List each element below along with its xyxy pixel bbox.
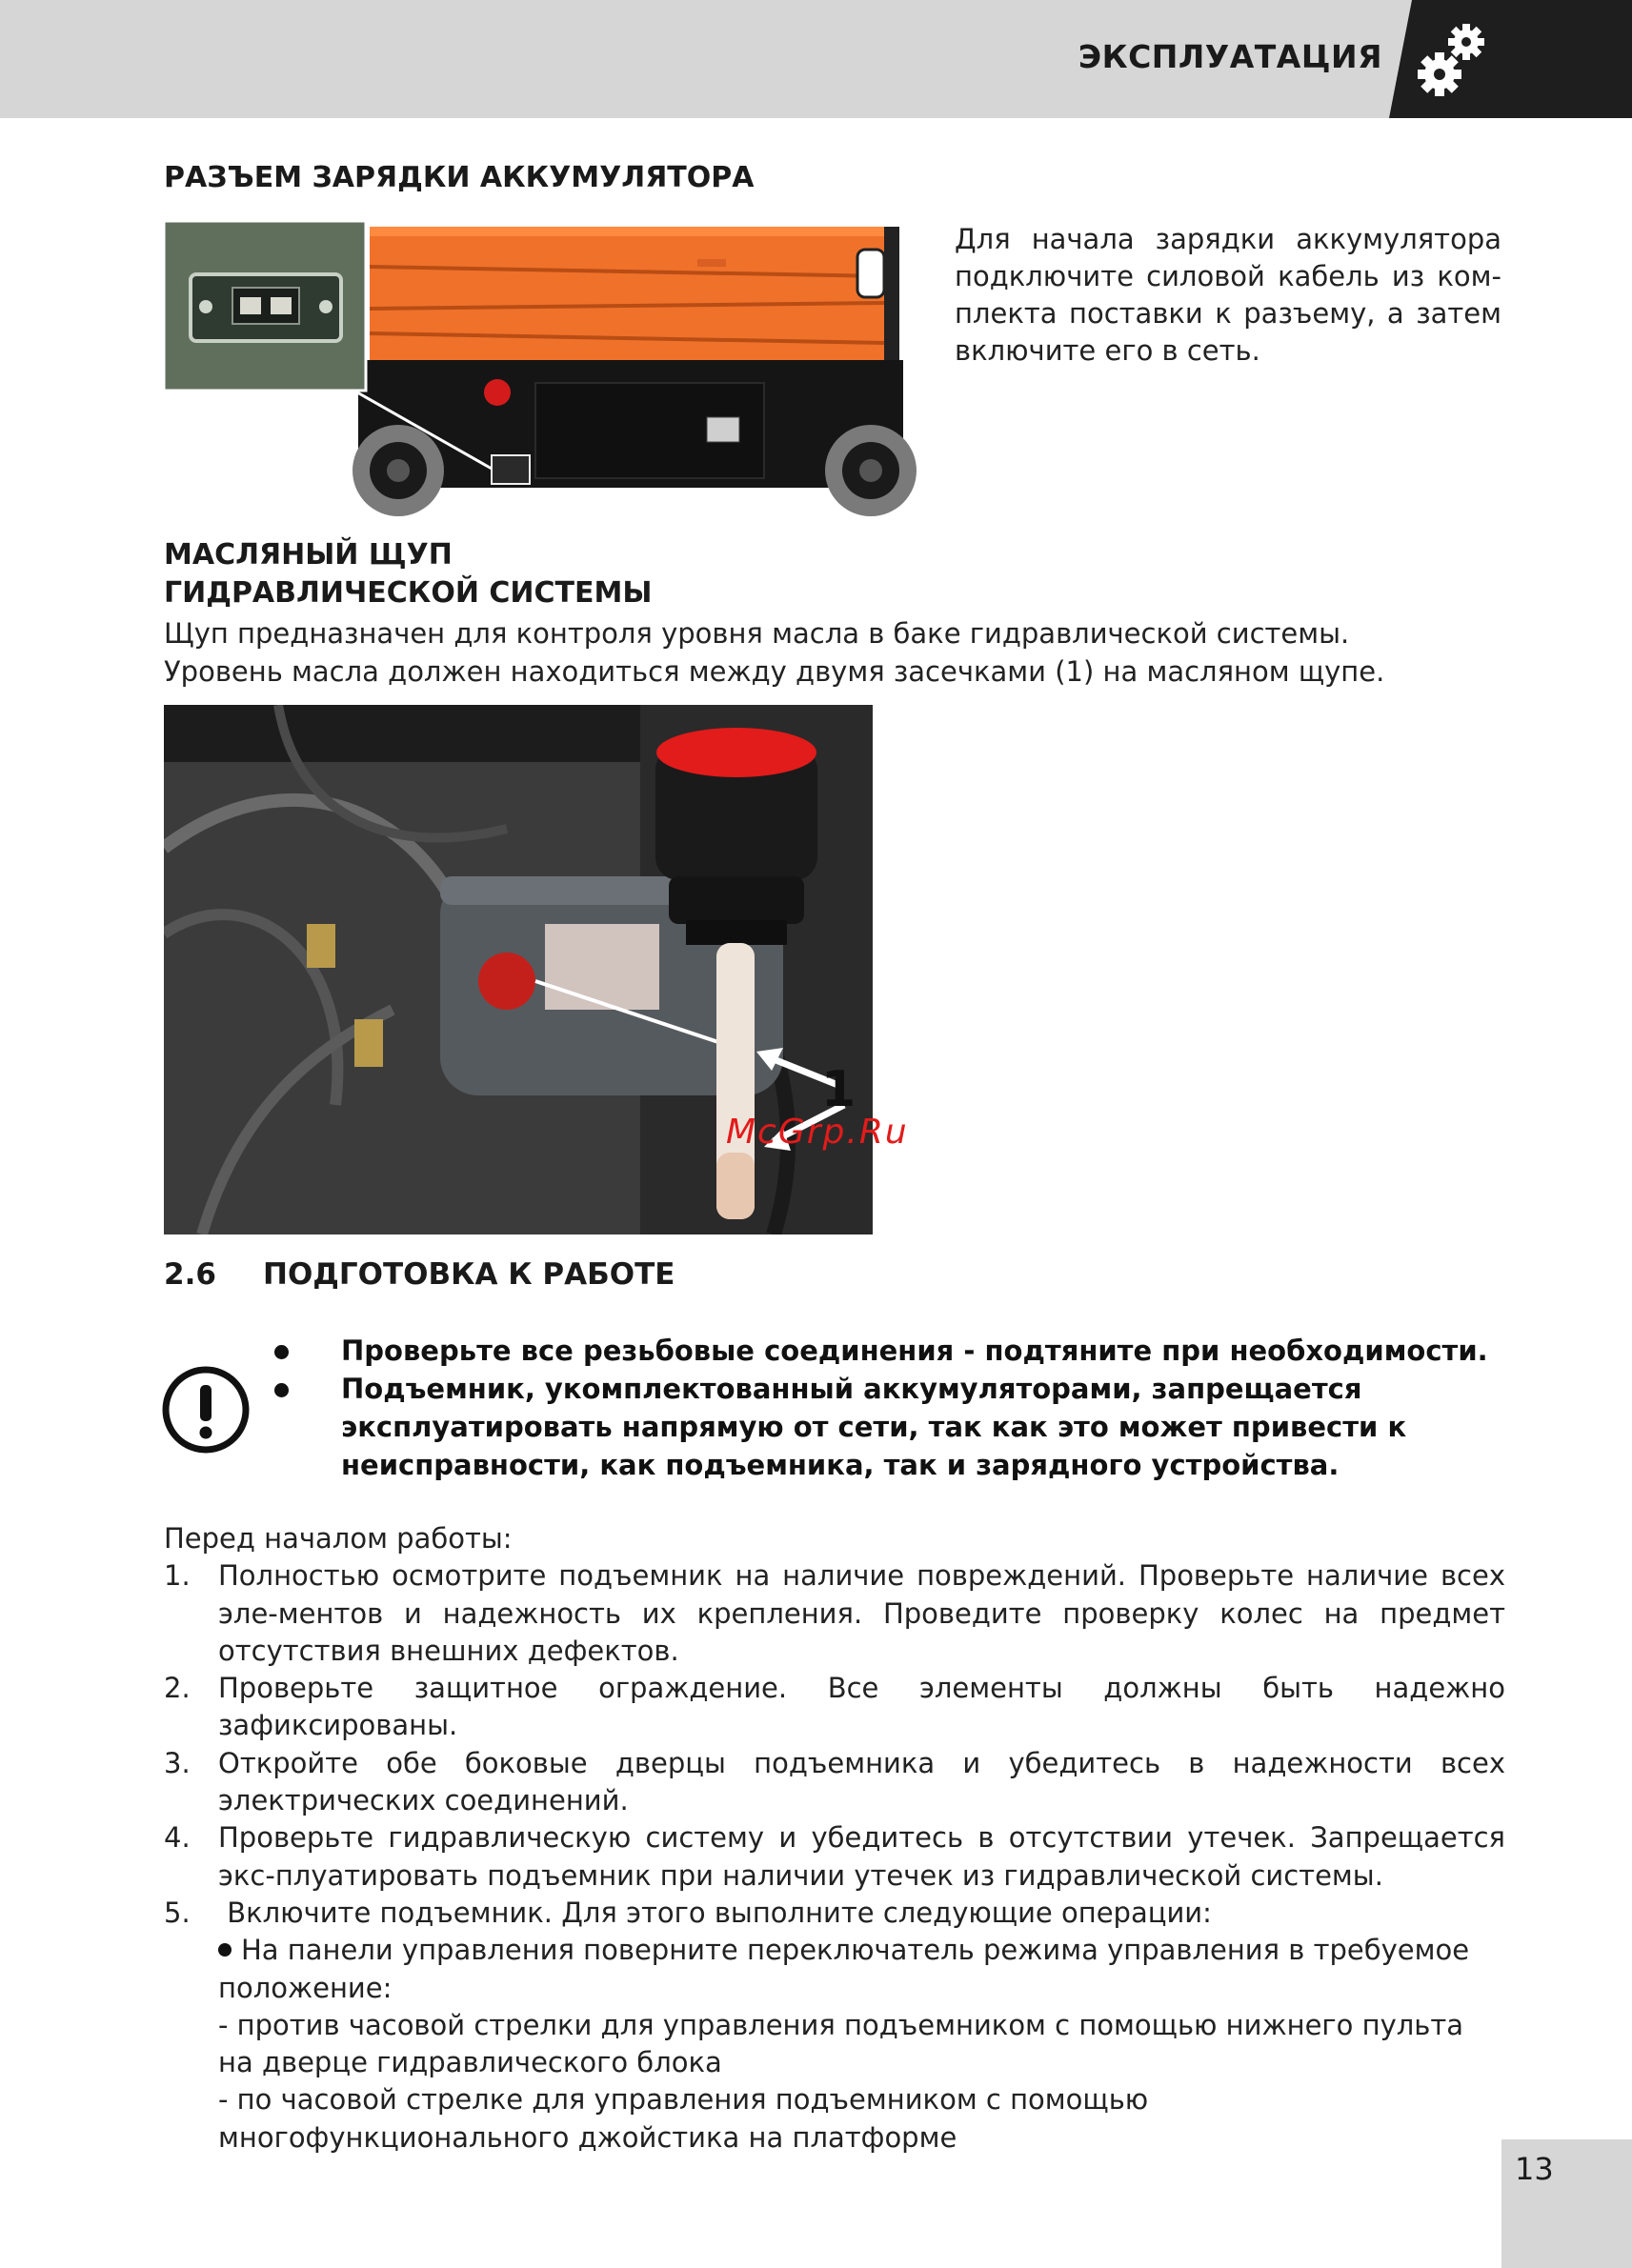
dipstick-line-1: Щуп предназначен для контроля уровня масла в баке гидравлической системы. xyxy=(164,617,1350,650)
header-band xyxy=(0,0,1632,118)
dash-item-cw: - по часовой стрелке для управления подъемником с помощью многофункционального джойстика на платформе xyxy=(218,2083,1149,2154)
section-title-dipstick-2: ГИДРАВЛИЧЕСКОЙ СИСТЕМЫ xyxy=(164,576,653,610)
list-item-text: Включите подъемник. Для этого выполните следующие операции: xyxy=(218,1896,1212,1929)
charging-line: подключите силовой кабель из ком- xyxy=(955,260,1501,292)
list-item-number: 4. xyxy=(164,1821,191,1855)
sub-bullet-dot xyxy=(218,1943,232,1957)
warning-line: Проверьте все резьбовые соединения - подтяните при необходимости. xyxy=(341,1335,1488,1367)
list-item-number: 1. xyxy=(164,1559,191,1593)
sub-bullet-text: На панели управления поверните переключатель режима управления в требуемое положение: xyxy=(218,1934,1470,2004)
list-item-number: 2. xyxy=(164,1672,191,1705)
list-item-text: Полностью осмотрите подъемник на наличие повреждений. Проверьте наличие всех эле-ментов и надежность их крепления. Проведите проверку колес на предмет отсутствия внешних дефектов. xyxy=(218,1559,1505,1667)
preparation-list xyxy=(164,1520,1505,2157)
list-lead: Перед началом работы: xyxy=(164,1522,513,1555)
watermark: McGrp.Ru xyxy=(726,1113,909,1152)
list-item xyxy=(164,1745,1505,1820)
warning-bullet xyxy=(274,1383,289,1397)
header-title: ЭКСПЛУАТАЦИЯ xyxy=(1078,38,1382,75)
section-title-dipstick-1: МАСЛЯНЫЙ ЩУП xyxy=(164,538,453,572)
section-number: 2.6 xyxy=(164,1257,216,1292)
page-number: 13 xyxy=(1515,2151,1554,2187)
list-item xyxy=(164,1819,1505,1895)
warning-bullet xyxy=(274,1345,289,1359)
charging-line: Для начала зарядки аккумулятора xyxy=(955,223,1501,255)
section-title-charging: РАЗЪЕМ ЗАРЯДКИ АККУМУЛЯТОРА xyxy=(164,161,755,194)
warning-line: неисправности, как подъемника, так и зарядного устройства. xyxy=(341,1449,1340,1481)
hydraulic-dipstick-photo xyxy=(164,705,873,1234)
list-item xyxy=(164,1895,1505,1932)
list-item-text: Откройте обе боковые дверцы подъемника и убедитесь в надежности всех электрических соединений. xyxy=(218,1746,1505,1817)
dipstick-line-2: Уровень масла должен находиться между двумя засечками (1) на масляном щупе. xyxy=(164,655,1385,688)
charging-line: включите его в сеть. xyxy=(955,334,1260,367)
charging-paragraph xyxy=(955,221,1501,370)
warning-exclamation-icon xyxy=(160,1364,252,1455)
list-item-text: Проверьте защитное ограждение. Все элементы должны быть надежно зафиксированы. xyxy=(218,1672,1505,1742)
gears-icon xyxy=(1415,19,1491,101)
sub-bullet-item xyxy=(164,1932,1505,2007)
list-item-number: 5. xyxy=(164,1896,191,1929)
scissor-lift-charging-socket-photo xyxy=(164,221,918,526)
warning-line: Подъемник, укомплектованный аккумуляторами, запрещается xyxy=(341,1373,1362,1405)
list-item-text: Проверьте гидравлическую систему и убедитесь в отсутствии утечек. Запрещается экс-плуатировать подъемник при наличии утечек из гидравлической системы. xyxy=(218,1821,1505,1892)
list-item xyxy=(164,1670,1505,1745)
section-title-prep: ПОДГОТОВКА К РАБОТЕ xyxy=(263,1257,675,1292)
hydraulic-dipstick-photo-frame xyxy=(164,705,873,1234)
dipstick-callout-1: 1 xyxy=(821,1061,856,1118)
list-item xyxy=(164,1557,1505,1670)
charging-line: плекта поставки к разъему, а затем xyxy=(955,297,1501,330)
warning-line: эксплуатировать напрямую от сети, так как это может привести к xyxy=(341,1411,1407,1443)
list-item-number: 3. xyxy=(164,1746,191,1779)
dash-item-ccw: - против часовой стрелки для управления подъемником с помощью нижнего пульта на дверце гидравлического блока xyxy=(218,2008,1464,2079)
